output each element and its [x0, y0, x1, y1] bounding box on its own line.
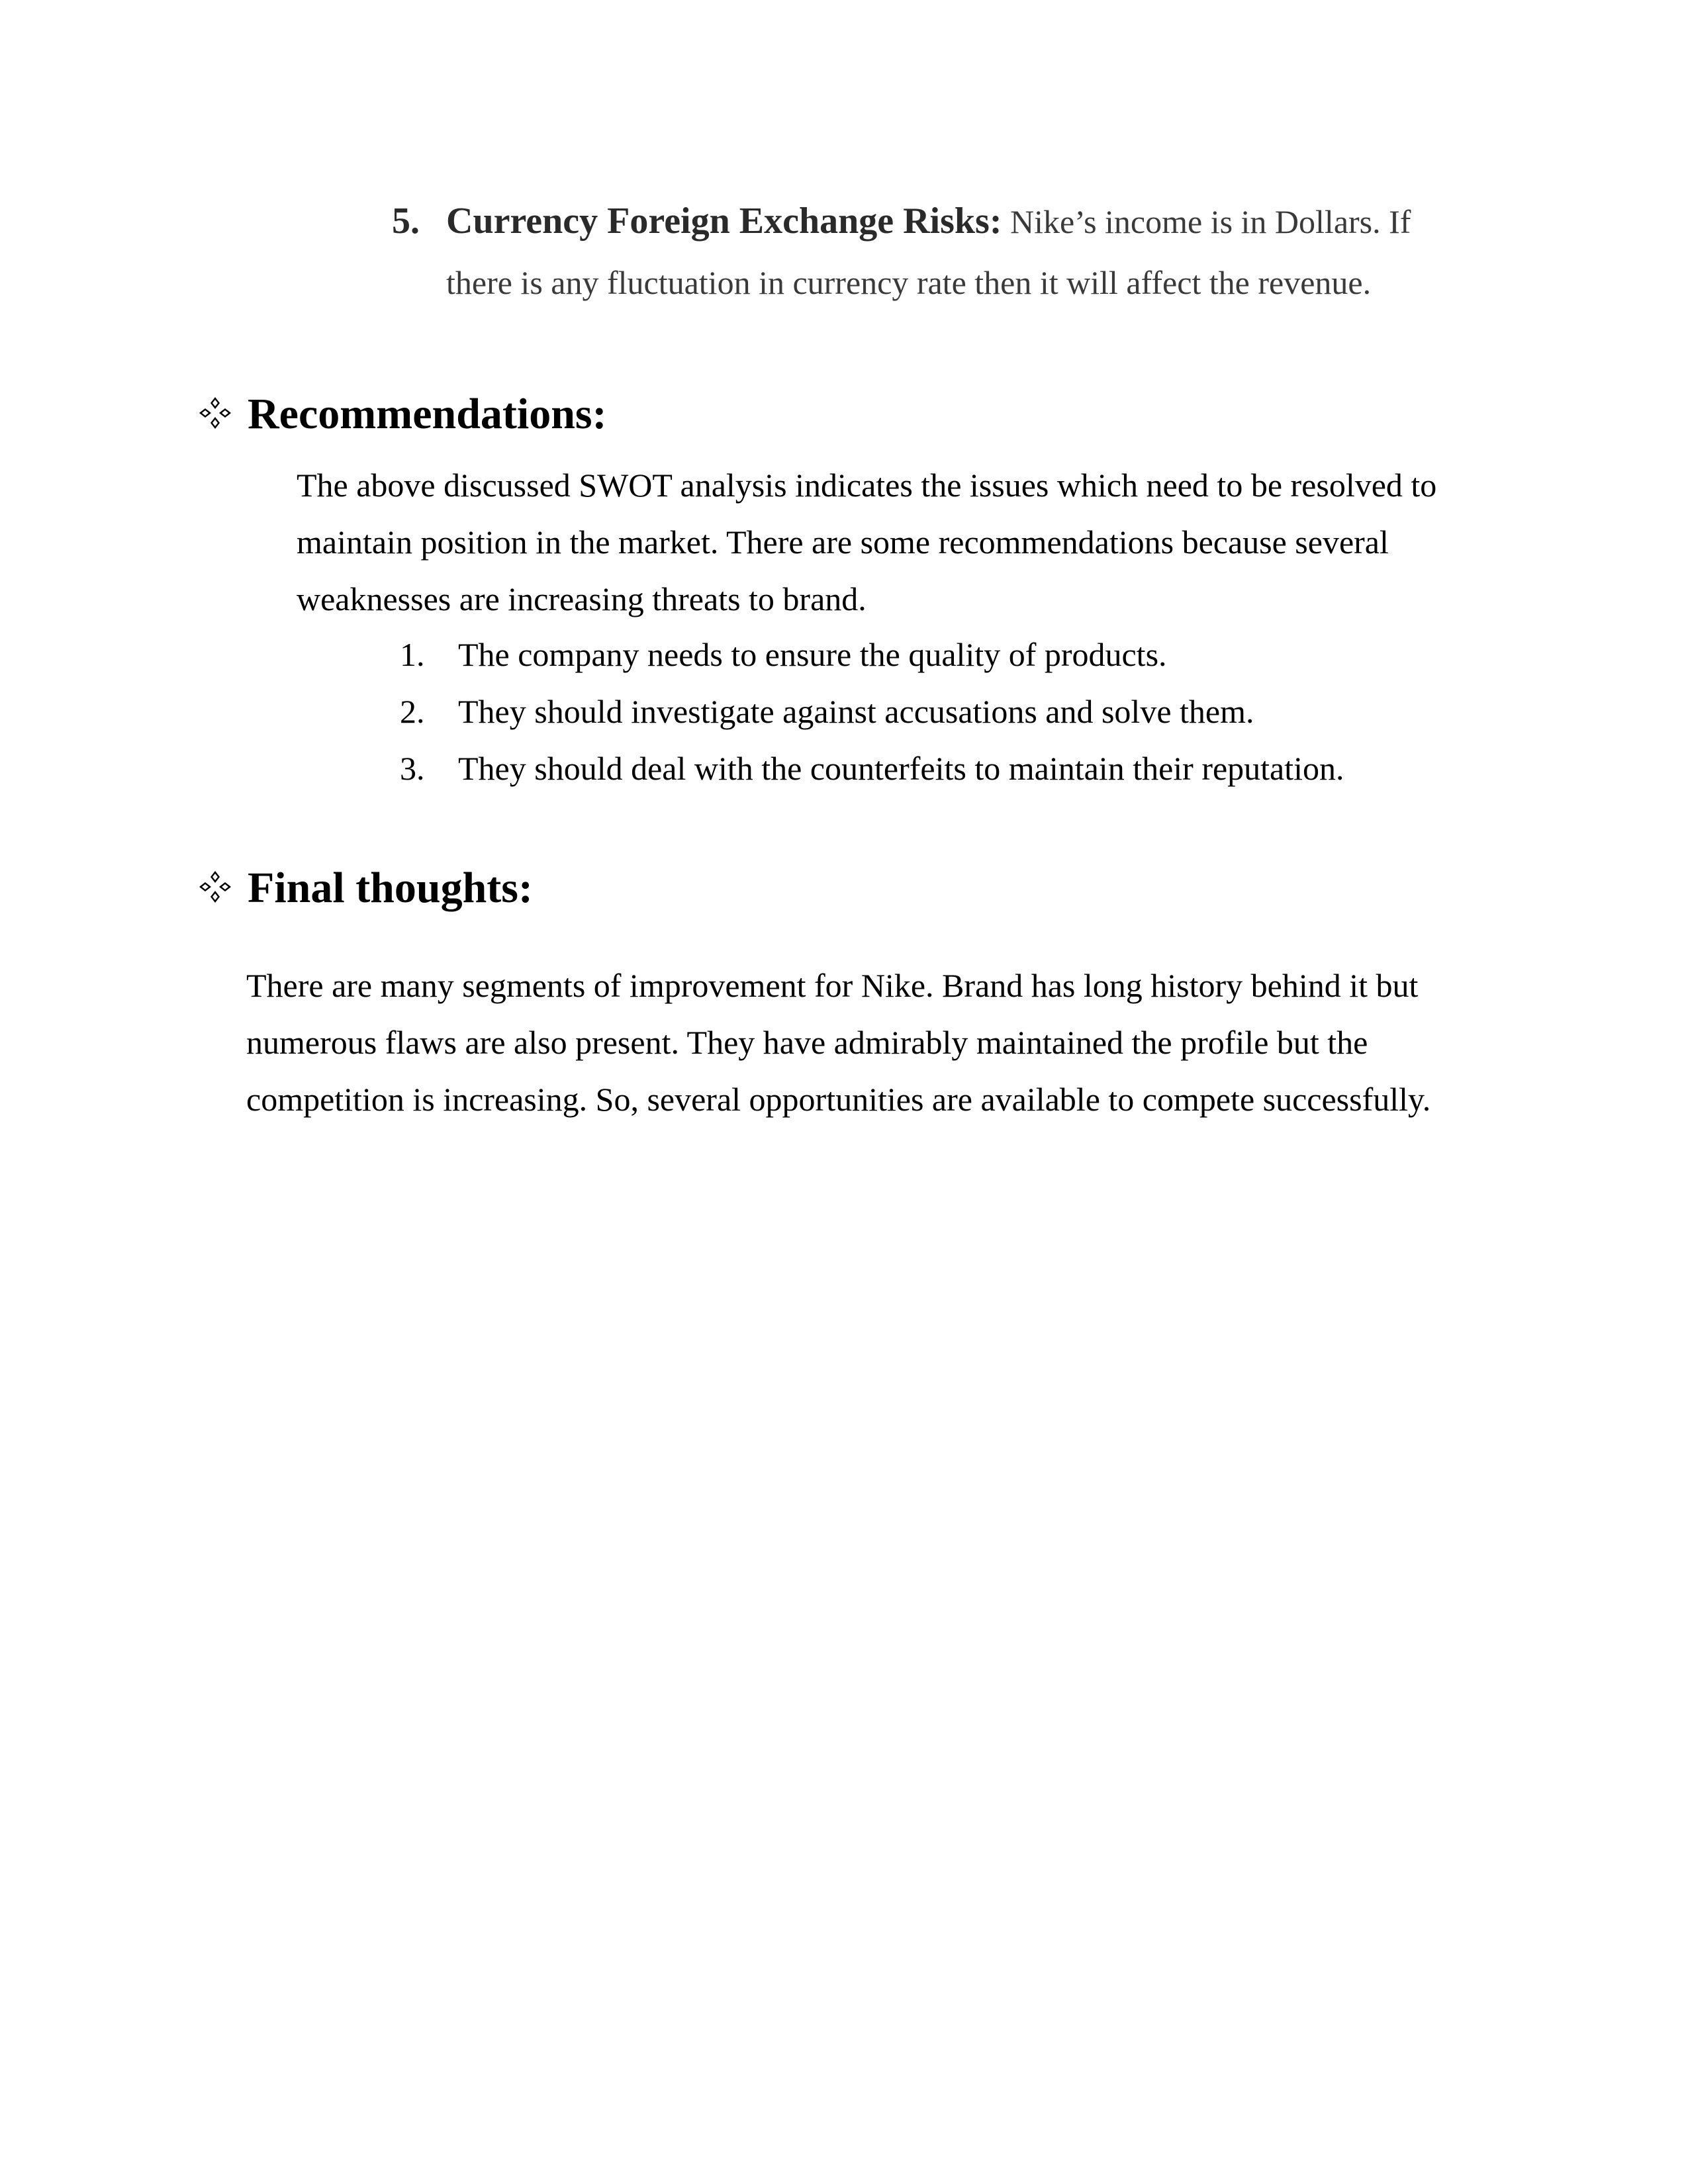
- recommendations-paragraph: The above discussed SWOT analysis indicates the issues which need to be resolved to maintain position in the market. There are some recommendations because several weaknesses are increasing threats to brand.: [297, 467, 1437, 617]
- risk-item-title: Currency Foreign Exchange Risks:: [446, 201, 1002, 242]
- risk-item-text: Nike’s income is in Dollars. If there is any fluctuation in currency rate then it will affect the revenue.: [446, 203, 1411, 301]
- list-item: [400, 740, 1525, 797]
- risk-item-currency: [392, 191, 1477, 313]
- recommendations-list: [400, 626, 1525, 797]
- final-thoughts-heading-text: Final thoughts:: [248, 864, 533, 912]
- list-item-text: They should deal with the counterfeits to maintain their reputation.: [458, 750, 1344, 787]
- recommendations-heading-text: Recommendations:: [248, 390, 607, 438]
- list-item-number: 3.: [400, 750, 425, 787]
- risk-item-number: 5.: [392, 201, 420, 242]
- list-item-number: 2.: [400, 693, 425, 730]
- final-thoughts-heading: [199, 862, 533, 915]
- list-item-number: 1.: [400, 636, 425, 673]
- final-thoughts-paragraph: There are many segments of improvement for Nike. Brand has long history behind it but numerous flaws are also present. They have admirably maintained the profile but the competition is increasing. So, several opportunities are available to compete successfully.: [246, 967, 1431, 1118]
- four-diamond-bullet-icon: [199, 396, 232, 430]
- list-item-text: They should investigate against accusations and solve them.: [458, 693, 1254, 730]
- risk-item-body: [446, 191, 1477, 313]
- four-diamond-bullet-icon: [199, 870, 232, 903]
- list-item-text: The company needs to ensure the quality of products.: [458, 636, 1167, 673]
- list-item: [400, 626, 1525, 683]
- recommendations-heading: [199, 388, 607, 441]
- list-item: [400, 683, 1525, 740]
